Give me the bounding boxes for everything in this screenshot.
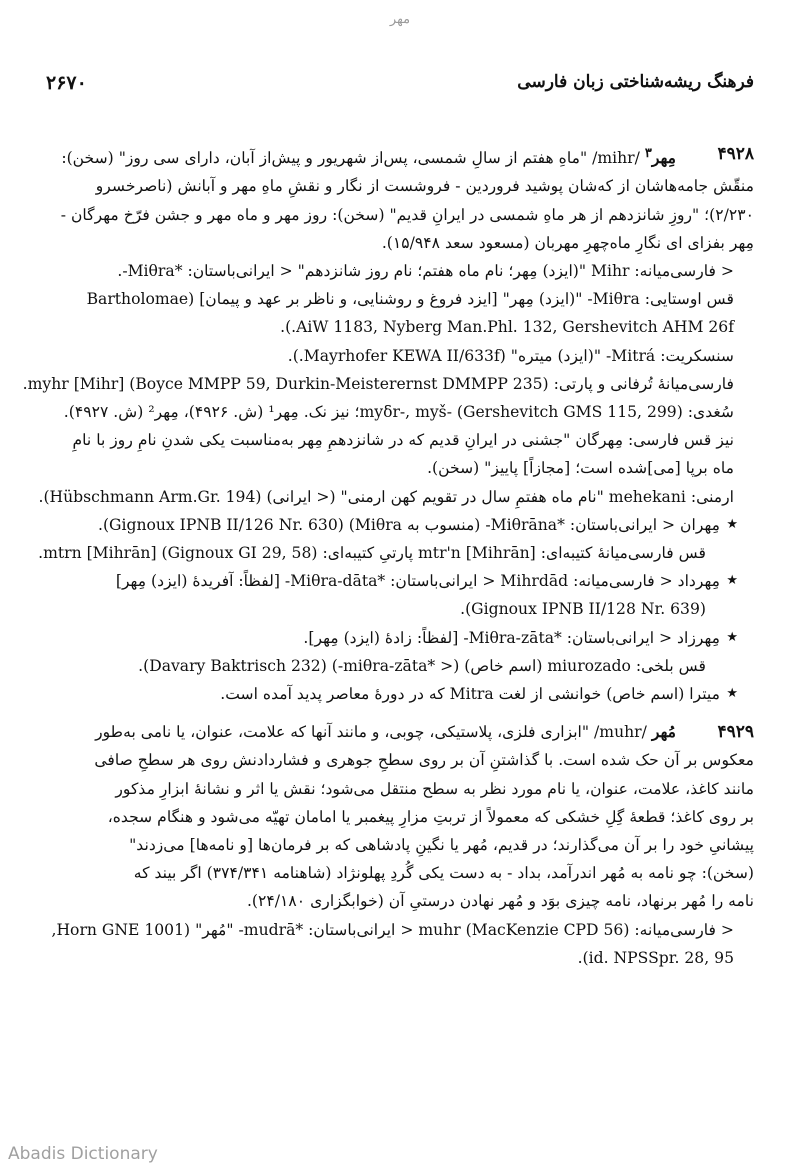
- star-icon: ★: [726, 516, 738, 532]
- entry-4928: [46, 140, 754, 172]
- homonym-number: ۳: [644, 146, 652, 161]
- derivative-line: مِهرداد < فارسی‌میانه: Mihrdād < ایرانی‌باستان: *Miθra-dāta- [لفظاً: آفریدهٔ (ایزد) مِهر]: [115, 572, 720, 591]
- entry-line: پیشانیِ خود را بر آن می‌گذارند؛ در قدیم، مُهر یا نگینِ پادشاهی که بر فرمان‌ها [و نامه‌ها] می‌زدند": [129, 836, 754, 855]
- etymology-line: ماه برپا [می]شده است؛ [مجازاً] پاییز" (سخن).: [427, 459, 734, 478]
- entry-number: ۴۹۲۸: [717, 144, 754, 164]
- etymology-line: < فارسی‌میانه: muhr (MacKenzie CPD 56) < ایرانی‌باستان: *mudrā- "مُهر" (Horn GNE 1001,: [51, 920, 734, 939]
- derivative-line: مِهرزاد < ایرانی‌باستان: *Miθra-zāta- [لفظاً: زادهٔ (ایزد) مِهر].: [303, 628, 720, 647]
- entry-line: ۲/۲۳۰)؛ "روزِ شانزدهم از هر ماهِ شمسی در ایرانِ قدیم" (سخن): روز مهر و ماه مهر و جشن فرّخ مهرگان -: [60, 205, 754, 224]
- definition-text: /mihr/ "ماهِ هفتم از سالِ شمسی، پس‌از شهریور و پیش‌از آبان، دارای سی روز" (سخن):: [61, 149, 640, 168]
- etymology-line: < فارسی‌میانه: Mihr "(ایزد) مِهر؛ نام ماه هفتم؛ نام روز شانزدهم" < ایرانی‌باستان: *Miθra-.: [117, 262, 734, 280]
- etymology-line: نیز قس فارسی: مِهرگان "جشنی در ایرانِ قدیم که در شانزدهمِ مِهر به‌مناسبت یکی شدنِ نامِ روز با نامِ: [72, 431, 734, 450]
- headword: مِهر: [651, 148, 676, 168]
- entry-line: بر روی کاغذ؛ قطعهٔ گِلِ خشکی که معمولاً از تربتِ مزارِ پیغمبر یا امامان تهیّه می‌شود و هنگام سجده،: [107, 807, 754, 826]
- derivative-line: میترا (اسم خاص) خوانشی از لغت Mitra که در دورهٔ معاصر پدید آمده است.: [220, 685, 720, 704]
- watermark-text: Abadis Dictionary: [8, 1144, 158, 1164]
- page-header: [46, 72, 754, 100]
- derivative-line: قس بلخی: miurozado (اسم خاص) (< *miθra-zāta-) (Davary Baktrisch 232).: [138, 656, 706, 675]
- derivative-line: مِهران < ایرانی‌باستان: *Miθrāna- (منسوب به Miθra) (Gignoux IPNB II/126 Nr. 630).: [97, 515, 720, 534]
- headword: مُهر: [651, 722, 676, 742]
- etymology-line: AiW 1183, Nyberg Man.Phl. 132, Gershevitch AHM 26f.).: [280, 318, 734, 337]
- entry-line: منقّش جامه‌هاشان از که‌شان پوشید فروردین - فروشست از نگار و نقشِ ماهِ مهر و آبانش (ناصرخسرو: [95, 177, 754, 196]
- etymology-line: ارمنی: mehekani "نام ماه هفتمِ سال در تقویم کهن ارمنی" (< ایرانی) (Hübschmann Arm.Gr. 194).: [38, 487, 734, 506]
- star-icon: ★: [726, 573, 738, 589]
- dictionary-content: [22, 140, 754, 972]
- etymology-block: [46, 916, 754, 972]
- etymology-line: id. NPSSpr. 28, 95).: [577, 948, 734, 967]
- entry-line: مانند کاغذ، علامت، عنوان، یا نام مورد نظر به سطح منتقل می‌شود؛ نقش یا اثر و نشانهٔ ابزارِ مذکور: [115, 779, 754, 798]
- entry-line: مِهر بفزای ای نگارِ ماه‌چهرِ مهربان (مسعود سعد ۱۵/۹۴۸).: [381, 233, 754, 252]
- entry-line: [46, 718, 676, 746]
- derivative-line: (Gignoux IPNB II/128 Nr. 639).: [460, 600, 706, 619]
- site-tag: مهر: [389, 12, 411, 27]
- entry-4929: [46, 718, 754, 746]
- entry-line: [46, 140, 676, 172]
- derivative-mitra: [46, 680, 754, 708]
- etymology-block: [22, 257, 754, 511]
- page-number: ۲۶۷۰: [46, 72, 87, 94]
- derivative-line: قس فارسی‌میانهٔ کتیبه‌ای: mtr'n [Mihrān] پارتیِ کتیبه‌ای: mtrn [Mihrān] (Gignoux GI 29, 58).: [38, 544, 706, 563]
- etymology-line: قس اوستایی: Miθra- "(ایزد) مِهر" [ایزد فروغ و روشنایی، و ناظر بر عهد و پیمان] (Bartholomae: [86, 290, 734, 309]
- entry-line: (سخن): چو نامه به مُهر اندرآمد، بداد - به دست یکی گُردِ پهلونژاد (شاهنامه ۳۷۴/۳۴۱) اگر بیند که: [133, 864, 754, 883]
- star-icon: ★: [726, 629, 738, 645]
- etymology-line: سنسکریت: Mitrá- "(ایزد) میتره" (Mayrhofer KEWA II/633f.).: [287, 346, 734, 365]
- etymology-line: سُغدی: myδr-, myš- (Gershevitch GMS 115, 299)؛ نیز نک. مِهر¹ (ش. ۴۹۲۶)، مِهر² (ش. ۴۹۲۷).: [63, 403, 734, 422]
- derivative-mehrzad: [46, 624, 754, 680]
- derivative-mehran: [38, 511, 754, 567]
- entry-number: ۴۹۲۹: [717, 722, 754, 743]
- derivative-mehrdad: [46, 567, 754, 623]
- book-title: فرهنگ ریشه‌شناختی زبان فارسی: [517, 72, 754, 92]
- entry-line: نامه را مُهر برنهاد، نامه چیزی بوَد و مُهر نهادن درستیِ آن (خوابگزاری ۲۴/۱۸۰).: [246, 892, 754, 911]
- star-icon: ★: [726, 686, 738, 702]
- etymology-line: فارسی‌میانهٔ تُرفانی و پارتی: myhr [Mihr] (Boyce MMPP 59, Durkin-Meisterernst DMMPP 235).: [22, 374, 734, 393]
- definition-text: /muhr/ "ابزاری فلزی، پلاستیکی، چوبی، و مانند آنها که علامت، عنوان، یا نامی به‌طور: [95, 723, 647, 742]
- entry-line: معکوس بر آن حک شده است. با گذاشتنِ آن بر روی سطحِ جوهری و فشاردادنش روی هر سطحِ صافی: [94, 751, 754, 770]
